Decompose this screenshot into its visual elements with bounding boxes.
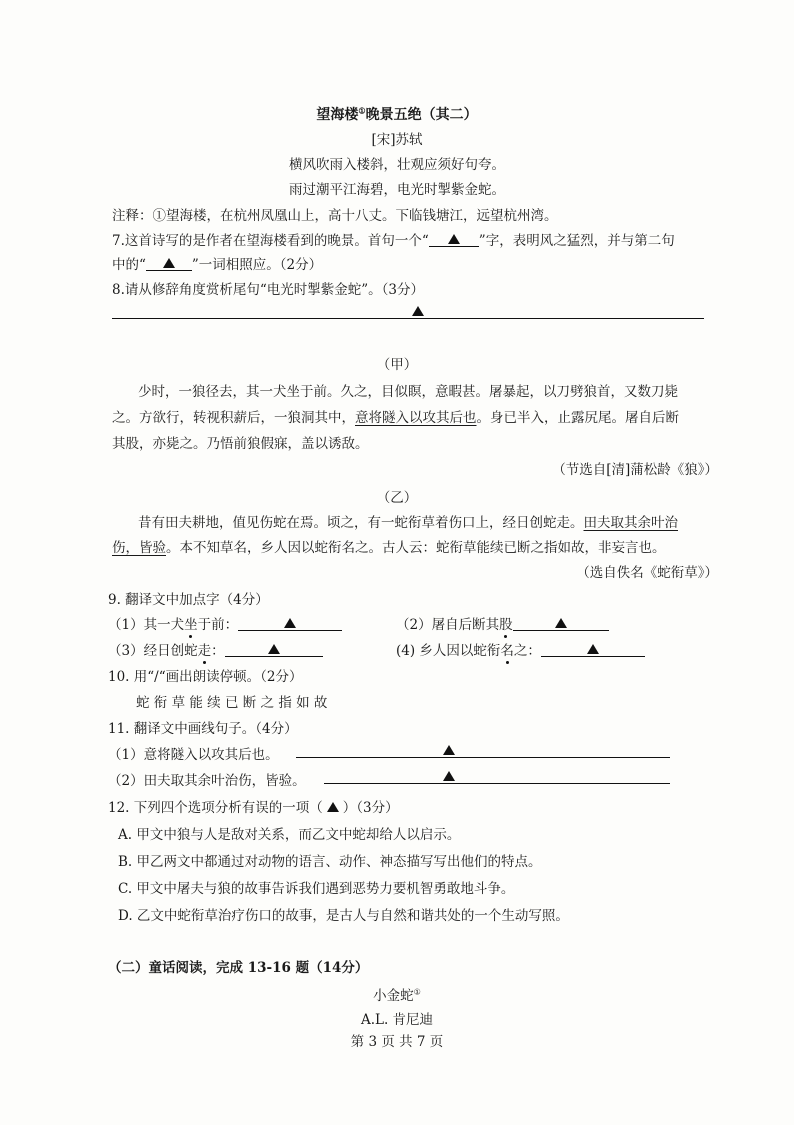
answer-line[interactable] bbox=[296, 757, 670, 758]
passage-jia-heading: （甲） bbox=[376, 357, 418, 373]
triangle-icon bbox=[327, 802, 339, 812]
triangle-icon bbox=[443, 745, 455, 755]
question-11-item-2: （2）田夫取其余叶治伤，皆验。 bbox=[108, 773, 306, 789]
triangle-icon bbox=[268, 644, 280, 654]
answer-blank[interactable] bbox=[238, 617, 342, 631]
poem-line-2: 雨过潮平江海碧，电光时掣紫金蛇。 bbox=[289, 182, 505, 198]
answer-line[interactable] bbox=[112, 318, 704, 319]
triangle-icon bbox=[163, 258, 175, 268]
answer-blank[interactable] bbox=[225, 643, 323, 657]
section-2-heading: （二）童话阅读，完成 13-16 题（14分） bbox=[108, 960, 369, 976]
answer-blank[interactable] bbox=[429, 233, 479, 247]
passage-yi-line-1: 昔有田夫耕地，值见伤蛇在焉。顷之，有一蛇衔草着伤口上，经日创蛇走。田夫取其余叶治 bbox=[138, 515, 678, 531]
underlined-sentence: 田夫取其余叶治 bbox=[583, 515, 678, 531]
question-7-cont: 中的“ ”一词相照应。（2分） bbox=[112, 257, 323, 273]
question-11-item-1: （1）意将隧入以攻其后也。 bbox=[108, 747, 279, 763]
story-title: 小金蛇① bbox=[373, 987, 421, 1004]
question-8: 8.请从修辞角度赏析尾句“电光时掣紫金蛇”。（3分） bbox=[112, 282, 425, 298]
story-author: A.L. 肯尼迪 bbox=[360, 1012, 434, 1028]
triangle-icon bbox=[587, 644, 599, 654]
answer-blank[interactable] bbox=[513, 617, 609, 631]
question-9: 9. 翻译文中加点字（4分） bbox=[108, 592, 269, 608]
passage-jia-source: （节选自[清]蒲松龄《狼》） bbox=[552, 462, 718, 478]
underlined-sentence: 伤，皆验 bbox=[112, 540, 166, 556]
triangle-icon bbox=[555, 618, 567, 628]
option-b[interactable]: B. 甲乙两文中都通过对动物的语言、动作、神态描写写出他们的特点。 bbox=[118, 854, 542, 870]
question-9-item-2: （2）屠自后断其股 bbox=[396, 613, 609, 633]
triangle-icon bbox=[284, 618, 296, 628]
passage-yi-line-2: 伤，皆验。本不知草名，乡人因以蛇衔名之。古人云：蛇衔草能续已断之指如故，非妄言也。 bbox=[112, 540, 666, 556]
answer-blank[interactable] bbox=[146, 257, 192, 271]
pause-sentence[interactable]: 蛇 衔 草 能 续 已 断 之 指 如 故 bbox=[136, 695, 328, 711]
poem-title: 望海楼①晚景五绝（其二） bbox=[316, 105, 478, 123]
question-11: 11. 翻译文中画线句子。（4分） bbox=[108, 721, 298, 737]
underlined-sentence: 意将隧入以攻其后也 bbox=[355, 410, 477, 426]
poem-author: [宋]苏轼 bbox=[371, 132, 423, 148]
question-12: 12. 下列四个选项分析有误的一项（ ）（3分） bbox=[108, 800, 399, 816]
triangle-icon bbox=[443, 771, 455, 781]
answer-blank[interactable] bbox=[541, 643, 645, 657]
passage-jia-line-3: 其股，亦毙之。乃悟前狼假寐，盖以诱敌。 bbox=[112, 436, 369, 452]
passage-jia-line-1: 少时，一狼径去，其一犬坐于前。久之，目似瞑，意暇甚。屠暴起，以刀劈狼首，又数刀毙 bbox=[138, 384, 678, 400]
question-9-item-1: （1）其一犬坐于前： bbox=[108, 613, 342, 633]
passage-jia-line-2: 之。方欲行，转视积薪后，一狼洞其中，意将隧入以攻其后也。身已半入，止露尻尾。屠自后断 bbox=[112, 410, 679, 426]
passage-yi-source: （选自佚名《蛇衔草》） bbox=[576, 565, 718, 581]
question-9-item-3: （3）经日创蛇走： bbox=[108, 639, 323, 659]
question-9-item-4: (4) 乡人因以蛇衔名之： bbox=[396, 639, 645, 659]
passage-yi-heading: （乙） bbox=[376, 490, 418, 506]
question-7: 7.这首诗写的是作者在望海楼看到的晚景。首句一个“ ”字，表明风之猛烈，并与第二句 bbox=[112, 233, 675, 249]
triangle-icon bbox=[448, 234, 460, 244]
poem-line-1: 横风吹雨入楼斜，壮观应须好句夸。 bbox=[289, 157, 505, 173]
triangle-icon bbox=[412, 306, 424, 316]
poem-note: 注释：①望海楼，在杭州凤凰山上，高十八丈。下临钱塘江，远望杭州湾。 bbox=[112, 208, 558, 224]
option-a[interactable]: A. 甲文中狼与人是敌对关系，而乙文中蛇却给人以启示。 bbox=[118, 827, 461, 843]
answer-line[interactable] bbox=[324, 783, 670, 784]
option-c[interactable]: C. 甲文中屠夫与狼的故事告诉我们遇到恶势力要机智勇敢地斗争。 bbox=[118, 881, 515, 897]
option-d[interactable]: D. 乙文中蛇衔草治疗伤口的故事，是古人与自然和谐共处的一个生动写照。 bbox=[118, 908, 569, 924]
question-10: 10. 用“/“画出朗读停顿。（2分） bbox=[108, 669, 303, 685]
page-footer: 第 3 页 共 7 页 bbox=[350, 1034, 444, 1050]
